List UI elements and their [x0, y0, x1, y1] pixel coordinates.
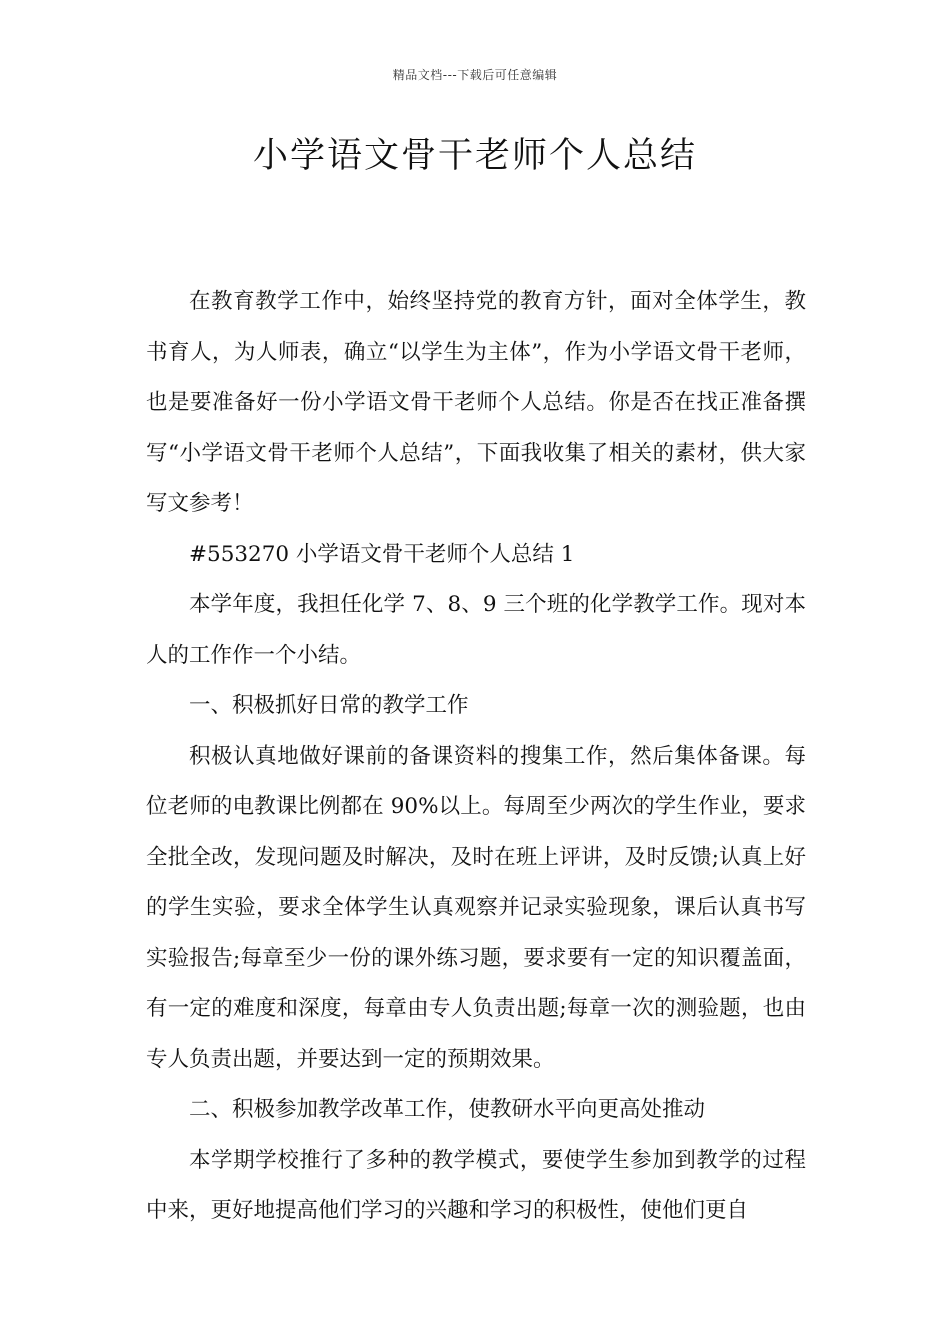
subsection-heading: 二、积极参加教学改革工作，使教研水平向更高处推动 — [189, 1097, 706, 1122]
body-paragraph: 积极认真地做好课前的备课资料的搜集工作，然后集体备课。每位老师的电教课比例都在 90%以上。每周至少两次的学生作业，要求全批全改，发现问题及时解决，及时在班上评讲，及时反馈;认真上好的学生实验，要求全体学生认真观察并记录实验现象，课后认真书写实验报告;每章至少一份的课外练习题，要求要有一定的知识覆盖面，有一定的难度和深度，每章由专人负责出题;每章一次的测验题，也由专人负责出题，并要达到一定的预期效果。 — [146, 743, 806, 1072]
document-body — [146, 277, 806, 1237]
body-paragraph: 本学期学校推行了多种的教学模式，要使学生参加到教学的过程中来，更好地提高他们学习的兴趣和学习的积极性，使他们更自 — [146, 1147, 806, 1223]
body-paragraph: 本学年度，我担任化学 7、8、9 三个班的化学教学工作。现对本人的工作作一个小结。 — [146, 592, 806, 668]
intro-paragraph: 在教育教学工作中，始终坚持党的教育方针，面对全体学生，教书育人，为人师表，确立“以学生为主体”，作为小学语文骨干老师，也是要准备好一份小学语文骨干老师个人总结。你是否在找正准备撰写“小学语文骨干老师个人总结”，下面我收集了相关的素材，供大家写文参考！ — [146, 289, 806, 516]
header-note: 精品文档---下载后可任意编辑 — [392, 68, 558, 82]
subsection-heading: 一、积极抓好日常的教学工作 — [189, 693, 469, 718]
document-title: 小学语文骨干老师个人总结 — [252, 136, 697, 176]
section-heading: #553270 小学语文骨干老师个人总结 1 — [189, 541, 575, 567]
